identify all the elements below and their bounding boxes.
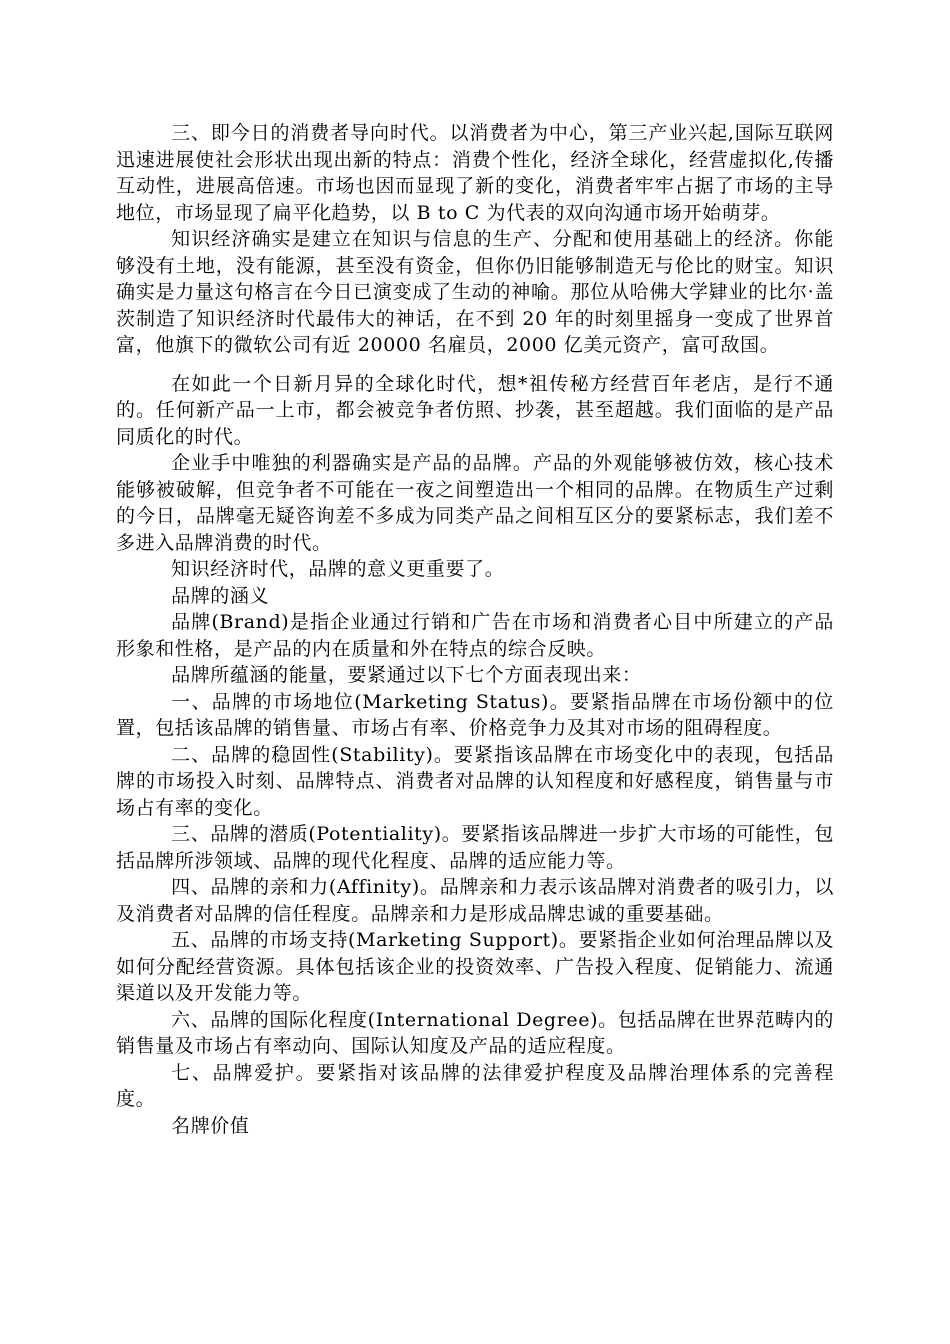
paragraph-brand-energy-intro: 品牌所蕴涵的能量，要紧通过以下七个方面表现出来：: [171, 664, 642, 686]
paragraph-brand-importance: 知识经济时代，品牌的意义更重要了。: [171, 558, 505, 580]
paragraph-brand-weapon: 企业手中唯独的利器确实是产品的品牌。产品的外观能够被仿效，核心技术能够被破解，但竞争者不可能在一夜之间塑造出一个相同的品牌。在物质生产过剩的今日，品牌毫无疑咨询差不多成为同类产品之间相互区分的要紧标志，我们差不多进入品牌消费的时代。: [116, 452, 834, 554]
list-item-marketing-support: 五、品牌的市场支持(Marketing Support)。要紧指企业如何治理品牌以及如何分配经营资源。具体包括该企业的投资效率、广告投入程度、促销能力、流通渠道以及开发能力等。: [116, 929, 834, 1004]
list-item-potentiality: 三、品牌的潜质(Potentiality)。要紧指该品牌进一步扩大市场的可能性，包括品牌所涉领域、品牌的现代化程度、品牌的适应能力等。: [116, 823, 834, 872]
paragraph-globalization: 在如此一个日新月异的全球化时代，想*祖传秘方经营百年老店，是行不通的。任何新产品一上市，都会被竞争者仿照、抄袭，甚至超越。我们面临的是产品同质化的时代。: [116, 372, 834, 448]
paragraph-consumer-era: 三、即今日的消费者导向时代。以消费者为中心，第三产业兴起,国际互联网迅速进展使社会形状出现出新的特点：消费个性化，经济全球化，经营虚拟化,传播互动性，进展高倍速。市场也因而显现了新的变化，消费者牢牢占据了市场的主导地位，市场显现了扁平化趋势，以 B to C 为代表的双向沟通市场开始萌芽。: [116, 122, 834, 224]
section-heading-brand-meaning: 品牌的涵义: [171, 584, 270, 607]
paragraph-knowledge-economy: 知识经济确实是建立在知识与信息的生产、分配和使用基础上的经济。你能够没有土地，没有能源，甚至没有资金，但你仍旧能够制造无与伦比的财宝。知识确实是力量这句格言在今日已演变成了生动的神喻。那位从哈佛大学肄业的比尔·盖茨制造了知识经济时代最伟大的神话，在不到 20 年的时刻里摇身一变成了世界首富，他旗下的微软公司有近 20000 名雇员，2000 亿美元资产，富可敌国。: [116, 228, 834, 356]
list-item-stability: 二、品牌的稳固性(Stability)。要紧指该品牌在市场变化中的表现，包括品牌的市场投入时刻、品牌特点、消费者对品牌的认知程度和好感程度，销售量与市场占有率的变化。: [116, 743, 834, 819]
paragraph-brand-definition: 品牌(Brand)是指企业通过行销和广告在市场和消费者心目中所建立的产品形象和性格，是产品的内在质量和外在特点的综合反映。: [116, 611, 834, 660]
list-item-market-status: 一、品牌的市场地位(Marketing Status)。要紧指品牌在市场份额中的位置，包括该品牌的销售量、市场占有率、价格竞争力及其对市场的阻碍程度。: [116, 690, 834, 739]
list-item-brand-protection: 七、品牌爱护。要紧指对该品牌的法律爱护程度及品牌治理体系的完善程度。: [116, 1061, 834, 1110]
list-item-international-degree: 六、品牌的国际化程度(International Degree)。包括品牌在世界范畴内的销售量及市场占有率动向、国际认知度及产品的适应程度。: [116, 1008, 834, 1057]
list-item-affinity: 四、品牌的亲和力(Affinity)。品牌亲和力表示该品牌对消费者的吸引力，以及消费者对品牌的信任程度。品牌亲和力是形成品牌忠诚的重要基础。: [116, 876, 834, 925]
section-heading-brand-value: 名牌价值: [171, 1114, 250, 1137]
document-body: [116, 120, 834, 1139]
